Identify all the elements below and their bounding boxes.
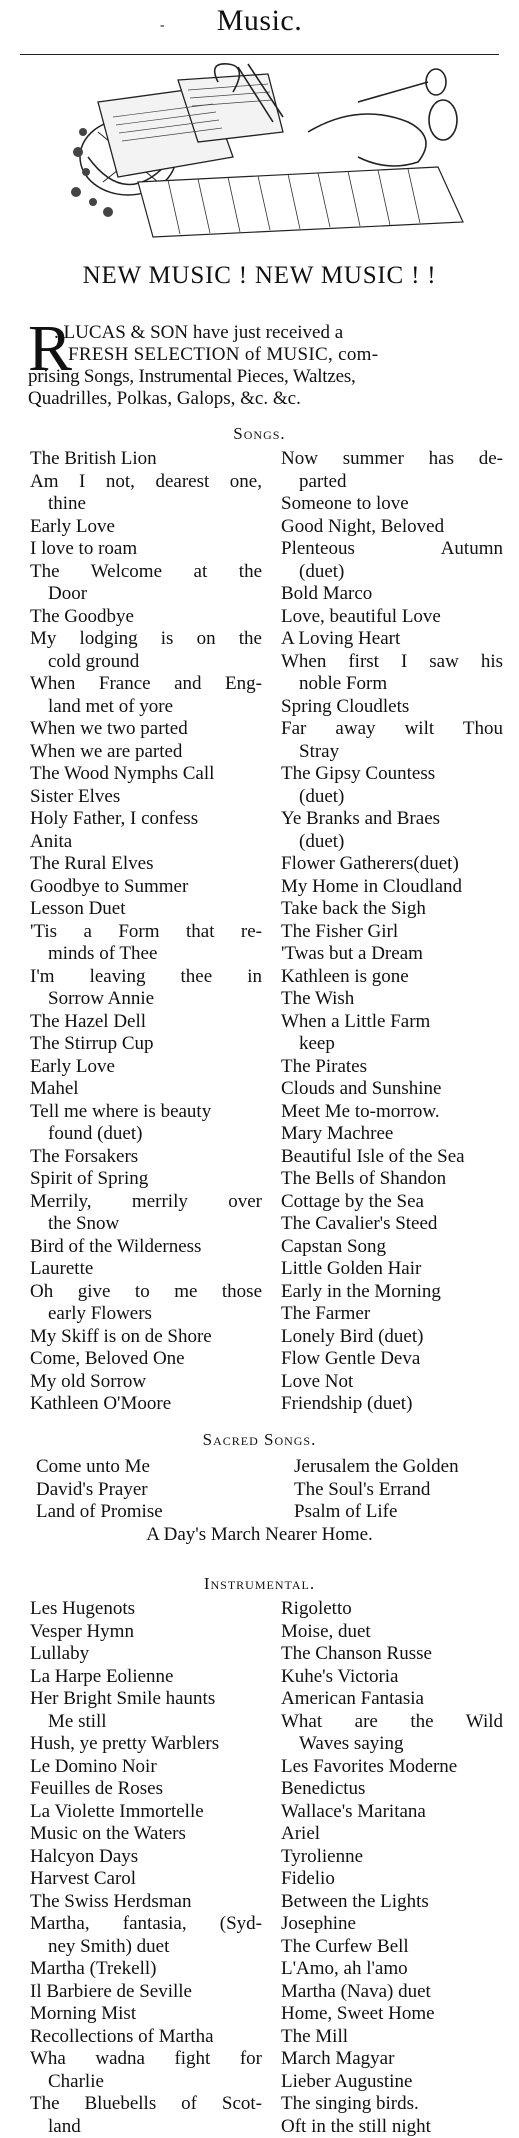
song-title-line: When we are parted	[30, 741, 262, 764]
instrumental-heading: Instrumental.	[0, 1574, 519, 1594]
song-title-line: The Fisher Girl	[281, 921, 503, 944]
sacred-final-title: A Day's March Nearer Home.	[0, 1524, 519, 1547]
song-title-line: Am I not, dearest one,	[30, 471, 262, 494]
horn-shape	[308, 69, 457, 166]
song-title-line: A Loving Heart	[281, 628, 503, 651]
song-title-line: I'm leaving thee in	[30, 966, 262, 989]
page-title: Music.	[0, 4, 519, 38]
instrumental-piece-line: L'Amo, ah l'amo	[281, 1958, 503, 1981]
song-title-line: Capstan Song	[281, 1236, 503, 1259]
instrumental-piece-line: ney Smith) duet	[30, 1936, 262, 1959]
instrumental-piece-line: Charlie	[30, 2071, 262, 2094]
song-title-line: The Goodbye	[30, 606, 262, 629]
song-title-line: Now summer has de-	[281, 448, 503, 471]
song-title-line: (duet)	[281, 786, 503, 809]
instrumental-piece-line: Josephine	[281, 1913, 503, 1936]
instrumental-piece-line: Wha wadna fight for	[30, 2048, 262, 2071]
song-title-line: minds of Thee	[30, 943, 262, 966]
song-title-line: Lonely Bird (duet)	[281, 1326, 503, 1349]
instrumental-piece-line: The Bluebells of Scot-	[30, 2093, 262, 2116]
song-title-line: My Skiff is on de Shore	[30, 1326, 262, 1349]
header-rule	[20, 54, 499, 55]
instrumental-piece-line: Les Hugenots	[30, 1598, 262, 1621]
music-instruments-illustration	[58, 62, 472, 242]
intro-line: . LUCAS & SON have just received a	[54, 322, 343, 344]
header-dash-mark: -	[160, 18, 165, 34]
instrumental-piece-line: Home, Sweet Home	[281, 2003, 503, 2026]
song-title-line: Early Love	[30, 1056, 262, 1079]
song-title-line: The Cavalier's Steed	[281, 1213, 503, 1236]
song-title-line: The Rural Elves	[30, 853, 262, 876]
song-title-line: My lodging is on the	[30, 628, 262, 651]
song-title-line: cold ground	[30, 651, 262, 674]
instrumental-piece-line: Her Bright Smile haunts	[30, 1688, 262, 1711]
song-title-line: The British Lion	[30, 448, 262, 471]
instrumental-left-column	[30, 1598, 262, 2138]
song-title-line: Oh give to me those	[30, 1281, 262, 1304]
song-title-line: When a Little Farm	[281, 1011, 503, 1034]
song-title-line: Beautiful Isle of the Sea	[281, 1146, 503, 1169]
song-title-line: Take back the Sigh	[281, 898, 503, 921]
song-title-line: Kathleen is gone	[281, 966, 503, 989]
song-title-line: Goodbye to Summer	[30, 876, 262, 899]
song-title-line: When first I saw his	[281, 651, 503, 674]
sheet-music-shape	[98, 74, 283, 177]
instrumental-piece-line: Wallace's Maritana	[281, 1801, 503, 1824]
song-title-line: Holy Father, I confess	[30, 808, 262, 831]
songs-heading: Songs.	[0, 424, 519, 444]
song-title-line: Early in the Morning	[281, 1281, 503, 1304]
sacred-right-column	[294, 1456, 504, 1524]
instrumental-piece-line: American Fantasia	[281, 1688, 503, 1711]
song-title-line: Plenteous Autumn	[281, 538, 503, 561]
instrumental-piece-line: The Mill	[281, 2026, 503, 2049]
song-title-line: Spirit of Spring	[30, 1168, 262, 1191]
instrumental-piece-line: land	[30, 2116, 262, 2138]
song-title-line: Kathleen O'Moore	[30, 1393, 262, 1416]
song-title-line: (duet)	[281, 831, 503, 854]
instrumental-piece-line: Music on the Waters	[30, 1823, 262, 1846]
song-title-line: Flower Gatherers(duet)	[281, 853, 503, 876]
foliage-shape	[71, 128, 113, 217]
instrumental-piece-line: The Curfew Bell	[281, 1936, 503, 1959]
song-title-line: Spring Cloudlets	[281, 696, 503, 719]
song-title-line: early Flowers	[30, 1303, 262, 1326]
song-title-line: Lesson Duet	[30, 898, 262, 921]
song-title-line: keep	[281, 1033, 503, 1056]
instrumental-piece-line: Halcyon Days	[30, 1846, 262, 1869]
instrumental-piece-line: La Violette Immortelle	[30, 1801, 262, 1824]
song-title-line: The Gipsy Countess	[281, 763, 503, 786]
song-title-line: (duet)	[281, 561, 503, 584]
song-title-line: Mary Machree	[281, 1123, 503, 1146]
instrumental-piece-line: Martha (Nava) duet	[281, 1981, 503, 2004]
song-title-line: Good Night, Beloved	[281, 516, 503, 539]
instrumental-piece-line: Oft in the still night	[281, 2116, 503, 2138]
instrumental-piece-line: The singing birds.	[281, 2093, 503, 2116]
drop-cap: R	[28, 316, 72, 382]
instrumental-piece-line: Morning Mist	[30, 2003, 262, 2026]
song-title-line: Door	[30, 583, 262, 606]
instrumental-piece-line: Ariel	[281, 1823, 503, 1846]
song-title-line: Merrily, merrily over	[30, 1191, 262, 1214]
headline: NEW MUSIC ! NEW MUSIC ! !	[0, 262, 519, 290]
instrumental-piece-line: Kuhe's Victoria	[281, 1666, 503, 1689]
instrumental-piece-line: Tyrolienne	[281, 1846, 503, 1869]
song-title-line: The Wood Nymphs Call	[30, 763, 262, 786]
sacred-song-line: Land of Promise	[36, 1501, 256, 1524]
instrumental-piece-line: Recollections of Martha	[30, 2026, 262, 2049]
song-title-line: Meet Me to-morrow.	[281, 1101, 503, 1124]
song-title-line: The Pirates	[281, 1056, 503, 1079]
song-title-line: Friendship (duet)	[281, 1393, 503, 1416]
sacred-left-column	[36, 1456, 256, 1524]
song-title-line: Love Not	[281, 1371, 503, 1394]
sacred-song-line: The Soul's Errand	[294, 1479, 504, 1502]
song-title-line: Sister Elves	[30, 786, 262, 809]
song-title-line: Ye Branks and Braes	[281, 808, 503, 831]
song-title-line: When we two parted	[30, 718, 262, 741]
instrumental-piece-line: Hush, ye pretty Warblers	[30, 1733, 262, 1756]
song-title-line: My old Sorrow	[30, 1371, 262, 1394]
song-title-line: 'Tis a Form that re-	[30, 921, 262, 944]
song-title-line: When France and Eng-	[30, 673, 262, 696]
instrumental-piece-line: Waves saying	[281, 1733, 503, 1756]
song-title-line: noble Form	[281, 673, 503, 696]
song-title-line: The Forsakers	[30, 1146, 262, 1169]
instrumental-piece-line: Martha, fantasia, (Syd-	[30, 1913, 262, 1936]
instrumental-right-column	[281, 1598, 503, 2138]
song-title-line: Sorrow Annie	[30, 988, 262, 1011]
songs-left-column	[30, 448, 262, 1416]
song-title-line: land met of yore	[30, 696, 262, 719]
song-title-line: Clouds and Sunshine	[281, 1078, 503, 1101]
song-title-line: The Farmer	[281, 1303, 503, 1326]
song-title-line: The Welcome at the	[30, 561, 262, 584]
instrumental-piece-line: Moise, duet	[281, 1621, 503, 1644]
instrumental-piece-line: Le Domino Noir	[30, 1756, 262, 1779]
songs-right-column	[281, 448, 503, 1416]
sacred-song-line: Psalm of Life	[294, 1501, 504, 1524]
instrumental-piece-line: Between the Lights	[281, 1891, 503, 1914]
song-title-line: thine	[30, 493, 262, 516]
instrumental-piece-line: Martha (Trekell)	[30, 1958, 262, 1981]
song-title-line: Stray	[281, 741, 503, 764]
instrumental-piece-line: Me still	[30, 1711, 262, 1734]
song-title-line: Bold Marco	[281, 583, 503, 606]
sacred-song-line: David's Prayer	[36, 1479, 256, 1502]
intro-line: Quadrilles, Polkas, Galops, &c. &c.	[28, 388, 301, 410]
song-title-line: found (duet)	[30, 1123, 262, 1146]
instrumental-piece-line: Vesper Hymn	[30, 1621, 262, 1644]
instrumental-piece-line: What are the Wild	[281, 1711, 503, 1734]
sacred-song-line: Come unto Me	[36, 1456, 256, 1479]
song-title-line: Come, Beloved One	[30, 1348, 262, 1371]
instrumental-piece-line: Lieber Augustine	[281, 2071, 503, 2094]
instrumental-piece-line: March Magyar	[281, 2048, 503, 2071]
song-title-line: My Home in Cloudland	[281, 876, 503, 899]
song-title-line: The Hazel Dell	[30, 1011, 262, 1034]
song-title-line: I love to roam	[30, 538, 262, 561]
instrumental-piece-line: Fidelio	[281, 1868, 503, 1891]
keyboard-shape	[138, 167, 463, 237]
instrumental-piece-line: The Swiss Herdsman	[30, 1891, 262, 1914]
song-title-line: the Snow	[30, 1213, 262, 1236]
song-title-line: Tell me where is beauty	[30, 1101, 262, 1124]
intro-line: FRESH SELECTION of MUSIC, com-	[68, 344, 378, 366]
instrumental-piece-line: Benedictus	[281, 1778, 503, 1801]
song-title-line: The Stirrup Cup	[30, 1033, 262, 1056]
song-title-line: Love, beautiful Love	[281, 606, 503, 629]
song-title-line: Bird of the Wilderness	[30, 1236, 262, 1259]
instrumental-piece-line: Harvest Carol	[30, 1868, 262, 1891]
sacred-songs-heading: Sacred Songs.	[0, 1430, 519, 1450]
instrumental-piece-line: Il Barbiere de Seville	[30, 1981, 262, 2004]
instrumental-piece-line: Rigoletto	[281, 1598, 503, 1621]
instrumental-piece-line: Feuilles de Roses	[30, 1778, 262, 1801]
instrumental-piece-line: La Harpe Eolienne	[30, 1666, 262, 1689]
song-title-line: The Wish	[281, 988, 503, 1011]
song-title-line: Far away wilt Thou	[281, 718, 503, 741]
instrumental-piece-line: The Chanson Russe	[281, 1643, 503, 1666]
song-title-line: Early Love	[30, 516, 262, 539]
intro-line: prising Songs, Instrumental Pieces, Waltzes,	[28, 366, 356, 388]
sacred-song-line: Jerusalem the Golden	[294, 1456, 504, 1479]
song-title-line: The Bells of Shandon	[281, 1168, 503, 1191]
song-title-line: Flow Gentle Deva	[281, 1348, 503, 1371]
song-title-line: Anita	[30, 831, 262, 854]
song-title-line: Cottage by the Sea	[281, 1191, 503, 1214]
song-title-line: Laurette	[30, 1258, 262, 1281]
song-title-line: 'Twas but a Dream	[281, 943, 503, 966]
song-title-line: Little Golden Hair	[281, 1258, 503, 1281]
song-title-line: parted	[281, 471, 503, 494]
song-title-line: Someone to love	[281, 493, 503, 516]
song-title-line: Mahel	[30, 1078, 262, 1101]
instrumental-piece-line: Lullaby	[30, 1643, 262, 1666]
instrumental-piece-line: Les Favorites Moderne	[281, 1756, 503, 1779]
